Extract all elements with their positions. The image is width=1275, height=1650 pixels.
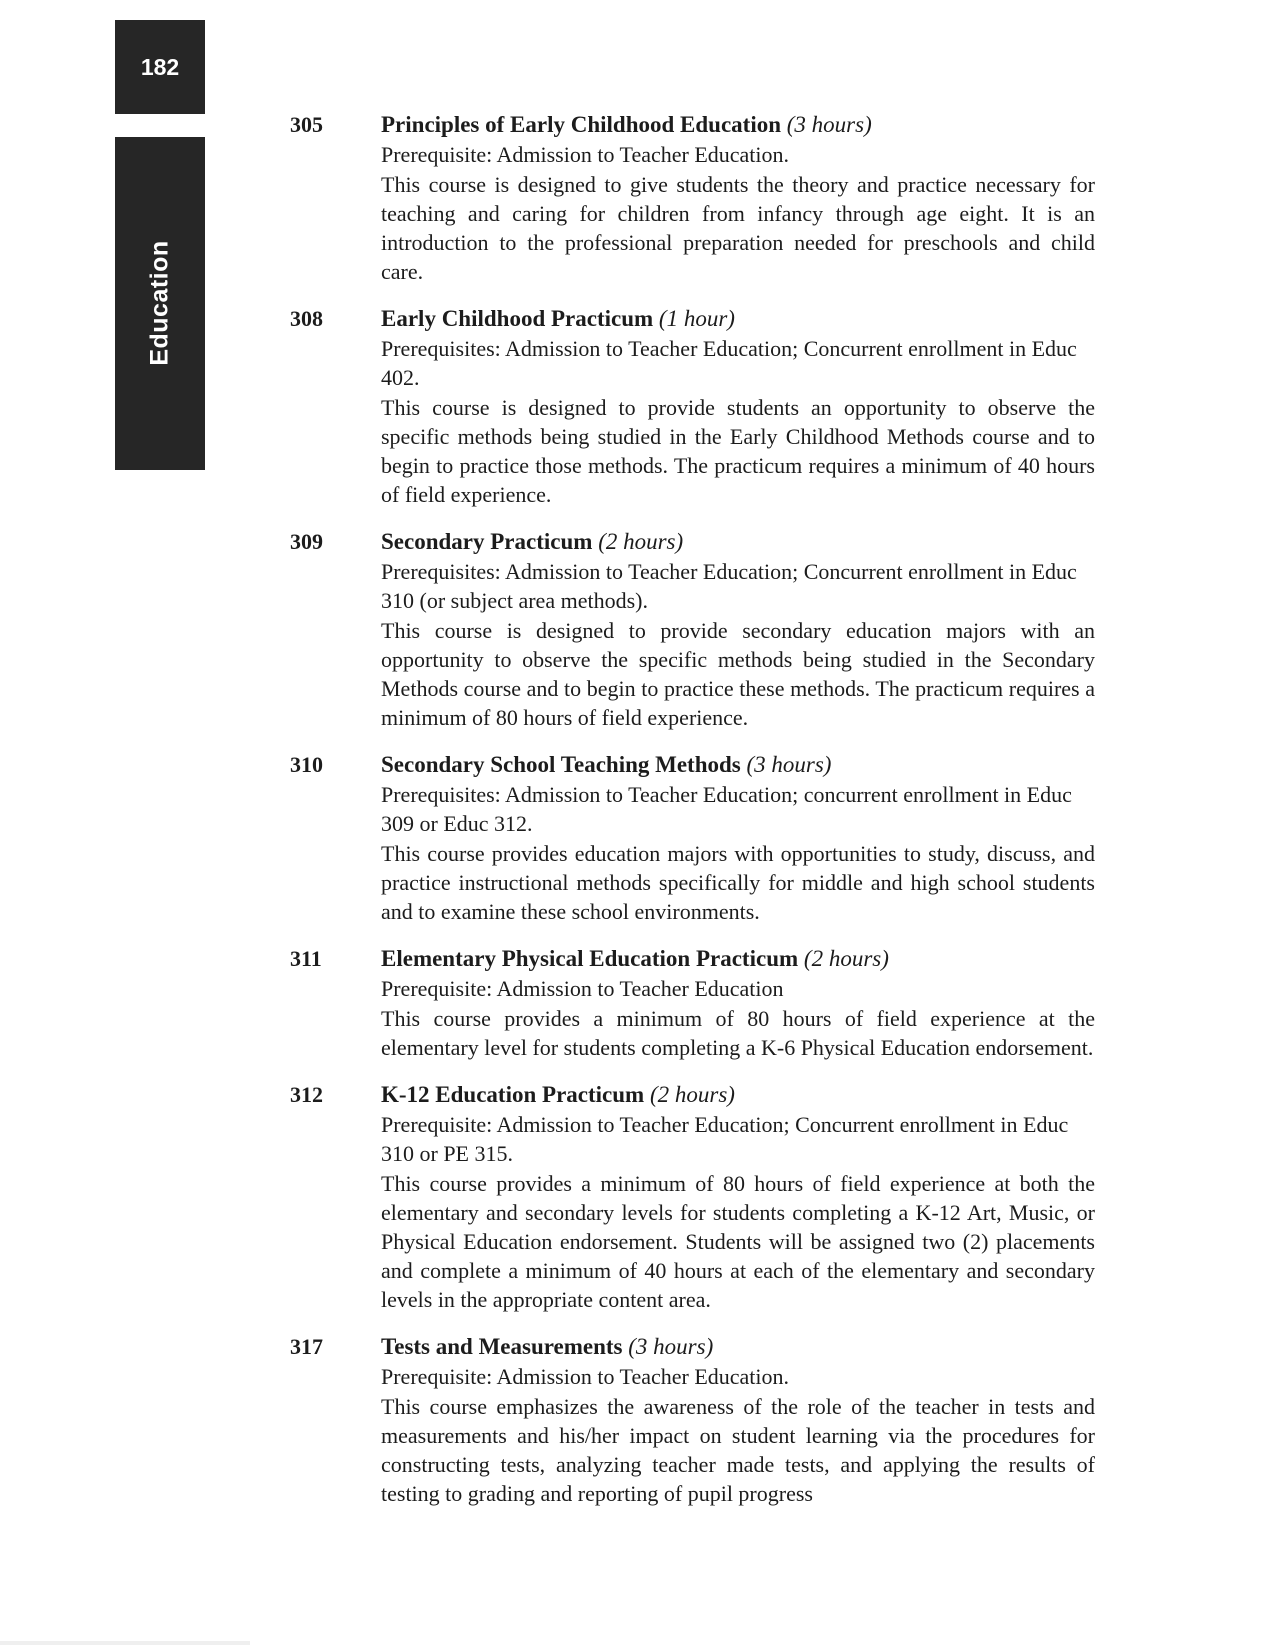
course-prerequisite: Prerequisites: Admission to Teacher Education; Concurrent enrollment in Educ 402. [381, 336, 1077, 390]
course-list [290, 110, 1095, 1508]
course-hours: (1 hour) [658, 306, 735, 331]
course-prerequisite: Prerequisite: Admission to Teacher Education. [381, 142, 790, 167]
course-title: Principles of Early Childhood Education [381, 112, 782, 137]
page-number-tab: 182 [115, 20, 205, 114]
course-title: Tests and Measurements [381, 1334, 623, 1359]
course-hours: (3 hours) [628, 1334, 714, 1359]
course-description: This course provides a minimum of 80 hours of field experience at the elementary level for students completing a K-6 Physical Education endorsement. [381, 1006, 1095, 1060]
course-number: 312 [290, 1082, 323, 1107]
course-title-line [381, 1080, 1095, 1110]
course-entry [290, 944, 1095, 1062]
course-title: Secondary Practicum [381, 529, 593, 554]
course-description: This course emphasizes the awareness of the role of the teacher in tests and measurements and his/her impact on student learning via the procedures for constructing tests, analyzing teacher made tests, and applying the results of testing to grading and reporting of pupil progress [381, 1394, 1095, 1506]
course-title: Early Childhood Practicum [381, 306, 654, 331]
course-number: 305 [290, 112, 323, 137]
course-prerequisite: Prerequisites: Admission to Teacher Education; Concurrent enrollment in Educ 310 (or subject area methods). [381, 559, 1077, 613]
course-body [381, 750, 1095, 926]
course-number: 317 [290, 1334, 323, 1359]
course-entry [290, 750, 1095, 926]
course-hours: (2 hours) [649, 1082, 735, 1107]
course-number: 308 [290, 306, 323, 331]
course-entry [290, 304, 1095, 509]
course-number: 311 [290, 946, 322, 971]
course-hours: (3 hours) [786, 112, 872, 137]
course-prerequisite: Prerequisite: Admission to Teacher Education [381, 976, 784, 1001]
course-entry [290, 1080, 1095, 1314]
course-title: Elementary Physical Education Practicum [381, 946, 799, 971]
course-hours: (2 hours) [598, 529, 684, 554]
course-title-line [381, 527, 1095, 557]
course-title-line [381, 304, 1095, 334]
course-entry [290, 527, 1095, 732]
course-hours: (3 hours) [746, 752, 832, 777]
course-body [381, 304, 1095, 509]
course-body [381, 1332, 1095, 1508]
course-prerequisite: Prerequisites: Admission to Teacher Education; concurrent enrollment in Educ 309 or Educ 312. [381, 782, 1072, 836]
course-body [381, 1080, 1095, 1314]
course-description: This course provides education majors with opportunities to study, discuss, and practice instructional methods specifically for middle and high school students and to examine these school environments. [381, 841, 1095, 924]
section-label: Education [145, 240, 174, 366]
course-body [381, 944, 1095, 1062]
course-description: This course is designed to give students the theory and practice necessary for teaching and caring for children from infancy through age eight. It is an introduction to the professional preparation needed for preschools and child care. [381, 172, 1095, 284]
course-description: This course is designed to provide secondary education majors with an opportunity to observe the specific methods being studied in the Secondary Methods course and to begin to practice these methods. The practicum requires a minimum of 80 hours of field experience. [381, 618, 1095, 730]
course-prerequisite: Prerequisite: Admission to Teacher Education. [381, 1364, 790, 1389]
course-prerequisite: Prerequisite: Admission to Teacher Education; Concurrent enrollment in Educ 310 or PE 315. [381, 1112, 1069, 1166]
course-number: 309 [290, 529, 323, 554]
footer-divider [0, 1641, 250, 1645]
course-number: 310 [290, 752, 323, 777]
section-tab [115, 137, 205, 470]
course-title-line [381, 110, 1095, 140]
course-title-line [381, 1332, 1095, 1362]
course-title: K-12 Education Practicum [381, 1082, 645, 1107]
course-hours: (2 hours) [803, 946, 889, 971]
course-body [381, 110, 1095, 286]
course-entry [290, 1332, 1095, 1508]
course-description: This course provides a minimum of 80 hours of field experience at both the elementary and secondary levels for students completing a K-12 Art, Music, or Physical Education endorsement. Students will be assigned two (2) placements and complete a minimum of 40 hours at each of the elementary and secondary levels in the appropriate content area. [381, 1171, 1095, 1312]
course-body [381, 527, 1095, 732]
course-title-line [381, 944, 1095, 974]
course-title-line [381, 750, 1095, 780]
course-description: This course is designed to provide students an opportunity to observe the specific methods being studied in the Early Childhood Methods course and to begin to practice those methods. The practicum requires a minimum of 40 hours of field experience. [381, 395, 1095, 507]
course-title: Secondary School Teaching Methods [381, 752, 741, 777]
course-entry [290, 110, 1095, 286]
